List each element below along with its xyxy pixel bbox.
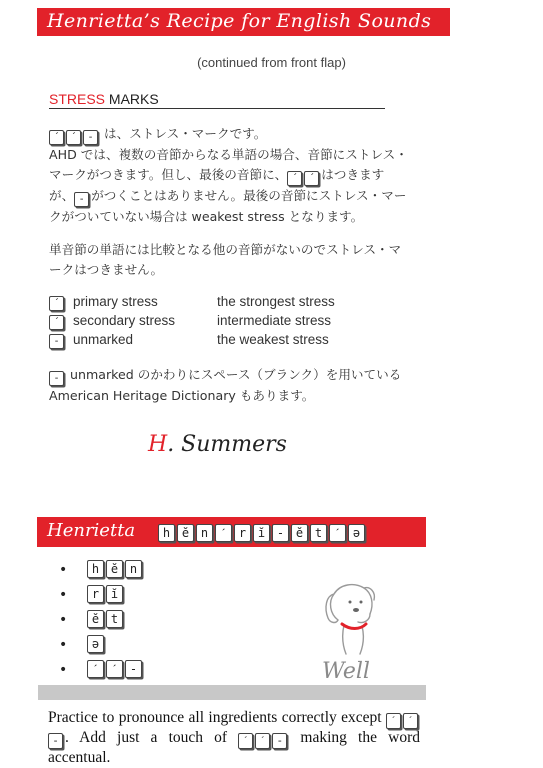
pronunciation-key: ĕ	[291, 524, 308, 542]
pronunciation-key: ə	[348, 524, 365, 542]
intro-line-text: は、ストレス・マークです。	[100, 126, 267, 141]
secondary-stress-key-icon: ˊ	[66, 130, 81, 145]
divider-bar	[38, 685, 426, 700]
pronunciation-key: ĭ	[253, 524, 270, 542]
dog-caption: Well	[322, 659, 370, 684]
unmarked-key-icon: -	[74, 192, 89, 207]
intro-text-a: AHD では、複数の音節からなる単語の場合、音節にストレス・マークがつきます。但し、最後の音節に、	[49, 147, 408, 182]
title-banner	[37, 8, 450, 36]
page-title: Henrietta’s Recipe for English Sounds	[47, 10, 432, 32]
stress-label: primary stress	[73, 294, 158, 309]
stress-description: intermediate stress	[217, 313, 332, 328]
signature-initial: H	[148, 432, 168, 457]
syllable-key: ĕ	[87, 610, 104, 628]
secondary-stress-key-icon: ˊ	[403, 713, 418, 729]
practice-text-2: . Add just a touch of	[65, 729, 239, 746]
subtitle: (continued from front flap)	[197, 55, 346, 70]
bullet-icon: •	[59, 662, 68, 678]
unmarked-key-icon: -	[83, 130, 98, 145]
heading-stress: STRESS	[49, 91, 106, 107]
syllable-key: ˊ	[106, 660, 123, 678]
unmarked-key-icon: -	[272, 733, 287, 749]
pronunciation-key: ˊ	[215, 524, 232, 542]
unmarked-key-icon: -	[49, 371, 64, 386]
syllable-key: n	[125, 560, 142, 578]
bullet-icon: •	[59, 562, 68, 578]
primary-stress-key-icon: ˊ	[49, 296, 64, 311]
syllable-key: ĭ	[106, 585, 123, 603]
heading-marks: MARKS	[105, 91, 159, 107]
pronunciation-keys	[158, 524, 367, 543]
intro-text-c: がつくことはありません。最後の音節にストレス・マークがついていない場合は weakest stress となります。	[49, 187, 407, 224]
note-paragraph	[49, 365, 409, 406]
secondary-stress-key-icon: ˊ	[304, 171, 319, 186]
dog-illustration	[320, 570, 400, 690]
signature-name: . Summers	[167, 432, 287, 457]
stress-description: the weakest stress	[217, 332, 329, 347]
intro-paragraph	[49, 145, 409, 226]
pronunciation-key: ˊ	[329, 524, 346, 542]
stress-label: unmarked	[73, 332, 134, 347]
syllable-key: ˊ	[87, 660, 104, 678]
syllable-key: ĕ	[106, 560, 123, 578]
primary-stress-key-icon: ˊ	[238, 733, 253, 749]
syllable-key: h	[87, 560, 104, 578]
stress-label: secondary stress	[73, 313, 176, 328]
example-banner	[37, 517, 426, 547]
intro-text-b: はつきますが、	[49, 166, 385, 203]
syllable-key: r	[87, 585, 104, 603]
syllable-key: ə	[87, 635, 104, 653]
section-heading	[49, 91, 385, 109]
intro-line	[49, 124, 409, 145]
signature	[148, 432, 287, 457]
stress-description: the strongest stress	[217, 294, 335, 309]
secondary-stress-key-icon: ˊ	[255, 733, 270, 749]
unmarked-key-icon: -	[48, 733, 63, 749]
pronunciation-key: n	[196, 524, 213, 542]
bullet-icon: •	[59, 612, 68, 628]
secondary-stress-key-icon: ˊ	[49, 315, 64, 330]
practice-text-1: Practice to pronounce all ingredients correctly except	[48, 709, 386, 726]
syllable-key: -	[125, 660, 142, 678]
syllable-key: t	[106, 610, 123, 628]
pronunciation-key: h	[158, 524, 175, 542]
primary-stress-key-icon: ˊ	[49, 130, 64, 145]
pronunciation-key: -	[272, 524, 289, 542]
note-text: unmarked のかわりにスペース（ブランク）を用いている American Heritage Dictionary もあります。	[49, 367, 402, 403]
example-word: Henrietta	[47, 520, 136, 541]
primary-stress-key-icon: ˊ	[386, 713, 401, 729]
practice-text	[48, 709, 420, 768]
primary-stress-key-icon: ˊ	[287, 171, 302, 186]
pronunciation-key: t	[310, 524, 327, 542]
bullet-icon: •	[59, 637, 68, 653]
pronunciation-key: r	[234, 524, 251, 542]
practice-text-3: making the word accentual.	[48, 729, 420, 766]
pronunciation-key: ĕ	[177, 524, 194, 542]
bullet-icon: •	[59, 587, 68, 603]
monosyllable-paragraph: 単音節の単語には比較となる他の音節がないのでストレス・マークはつきません。	[49, 242, 402, 277]
unmarked-key-icon: -	[49, 334, 64, 349]
